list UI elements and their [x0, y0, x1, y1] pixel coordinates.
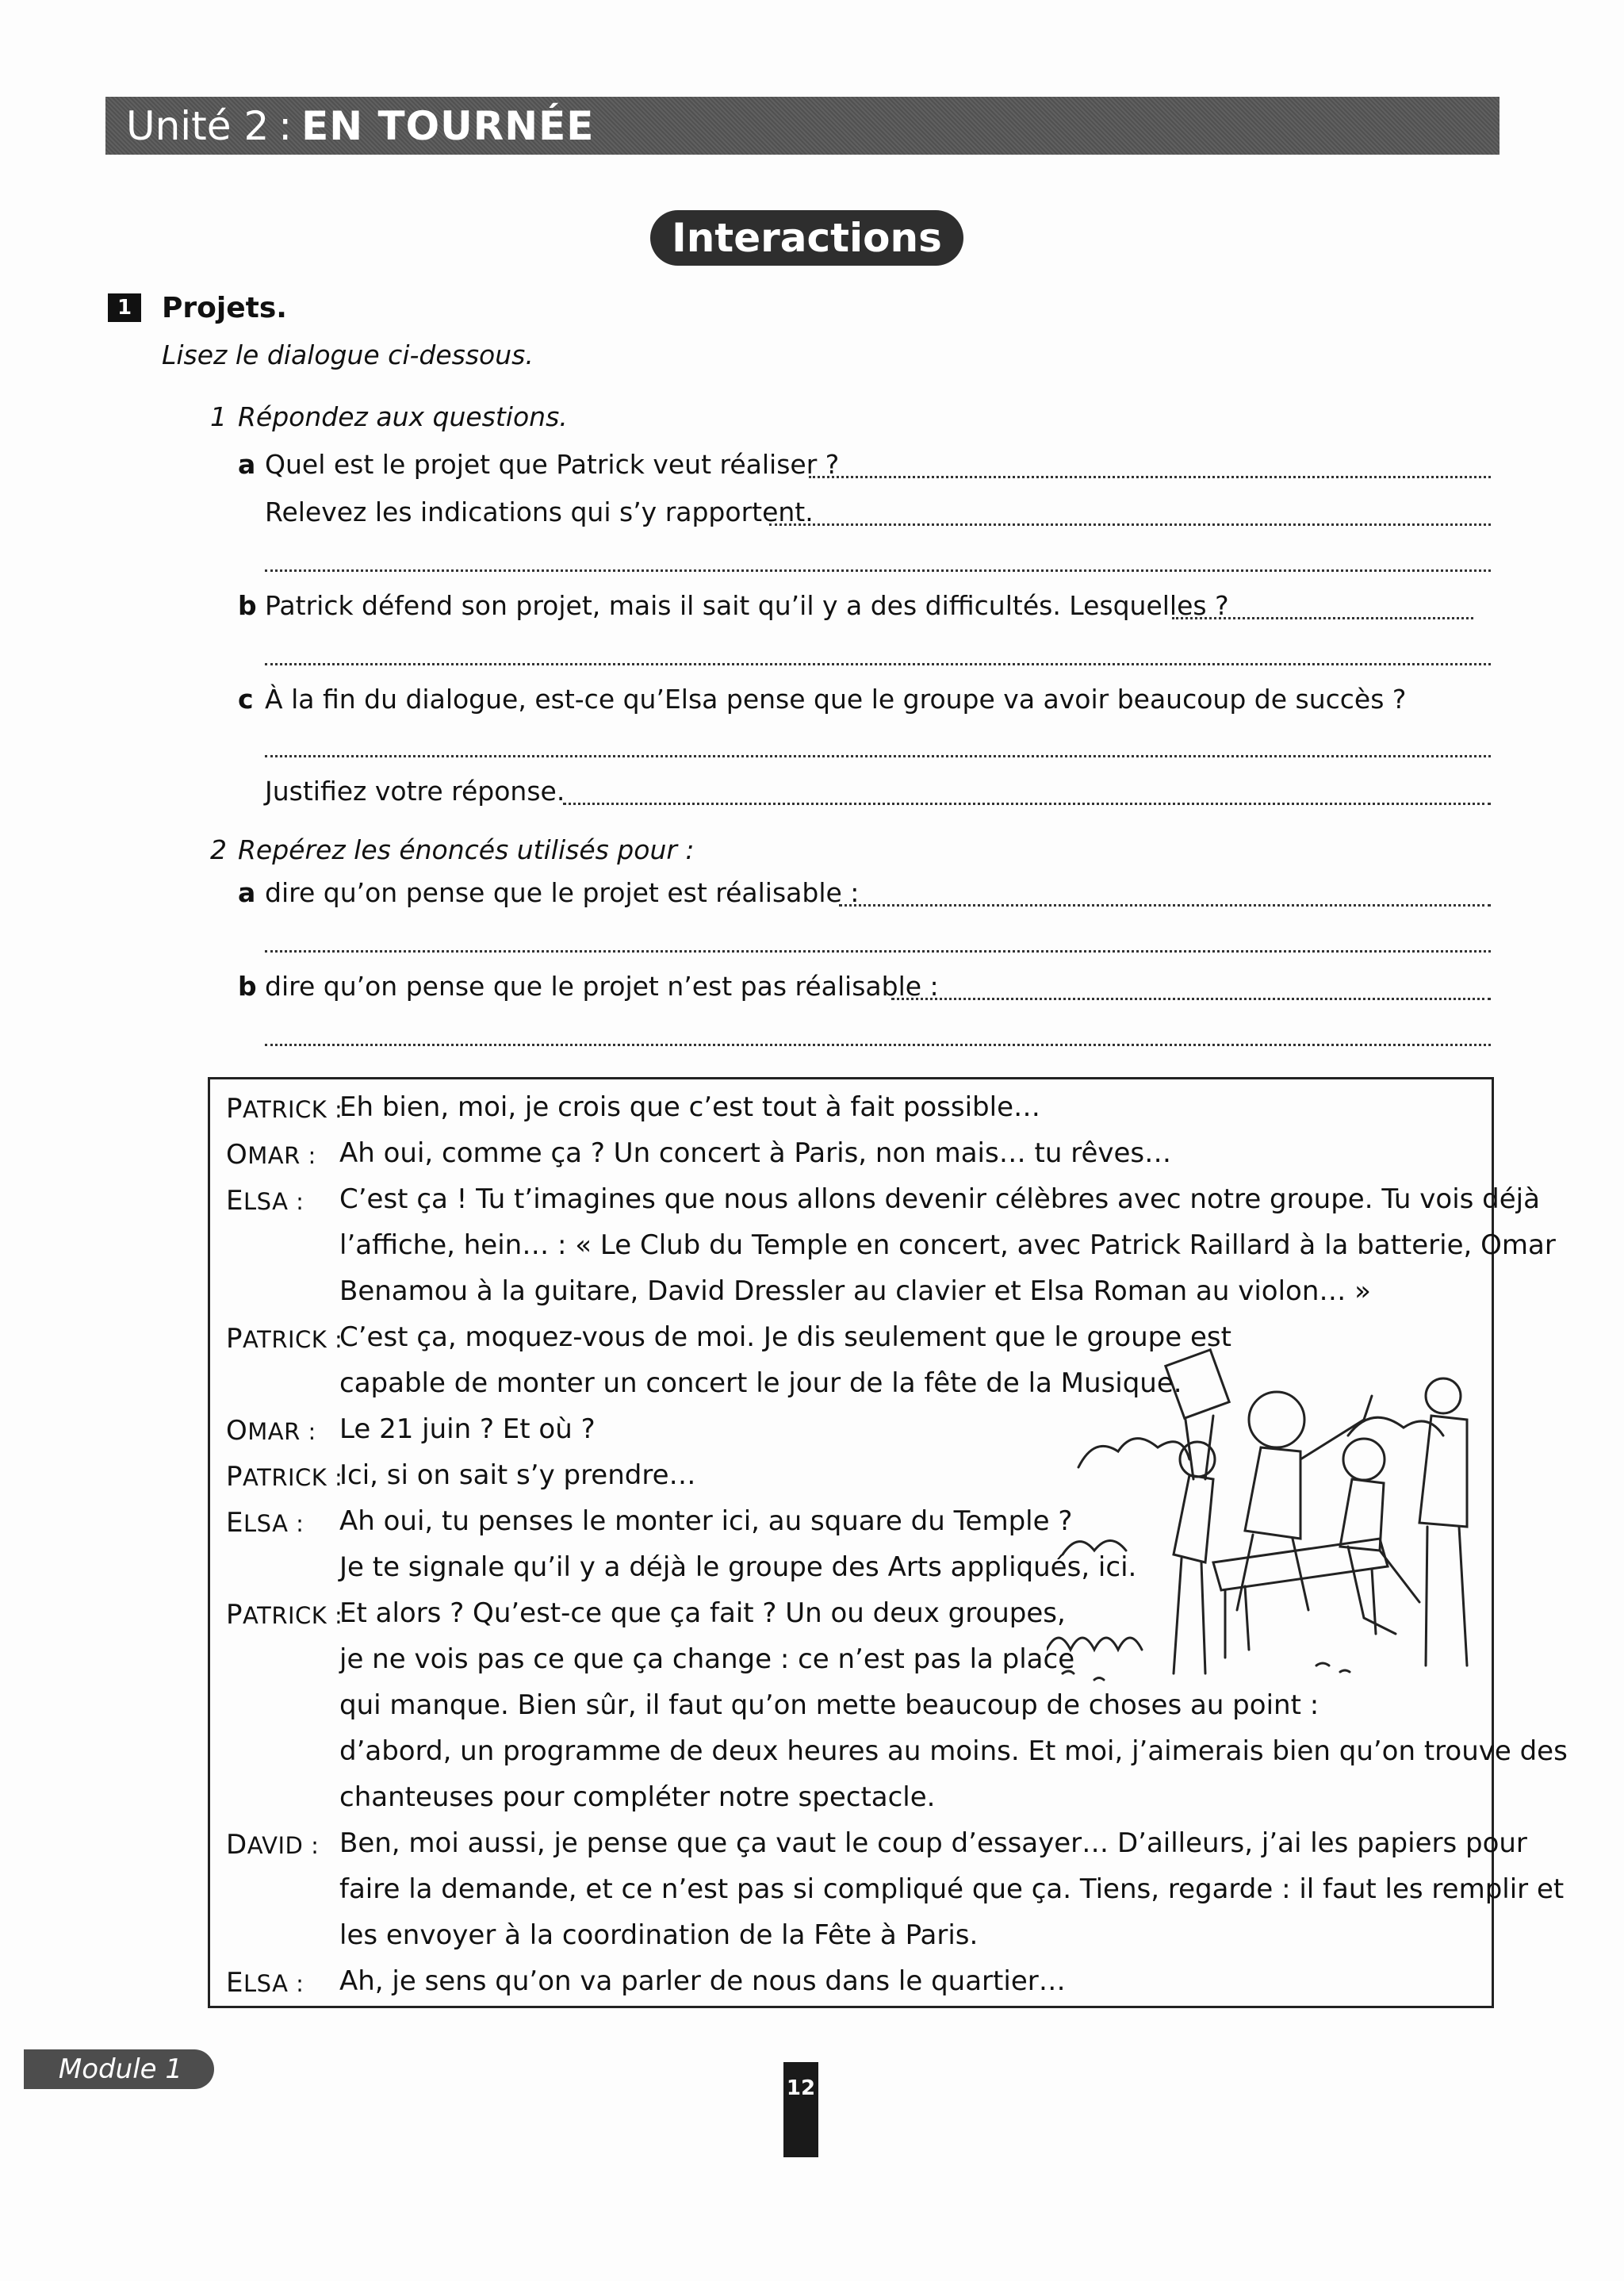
dialogue-line: les envoyer à la coordination de la Fête à Paris. [339, 1919, 979, 1951]
speaker-label: OMAR : [226, 1139, 316, 1171]
dialogue-line: Le 21 juin ? Et où ? [339, 1413, 596, 1445]
question-1a-letter: a [238, 449, 256, 480]
dialogue-line: Ah, je sens qu’on va parler de nous dans le quartier… [339, 1965, 1066, 1997]
speaker-label: PATRICK : [226, 1323, 343, 1355]
question-1c-subtext: Justifiez votre réponse. [265, 776, 565, 807]
answer-line [265, 950, 1491, 953]
speaker-label: PATRICK : [226, 1599, 343, 1631]
dialogue-line: Et alors ? Qu’est-ce que ça fait ? Un ou deux groupes, [339, 1597, 1066, 1629]
question-2b-text: dire qu’on pense que le projet n’est pas réalisable : [265, 971, 939, 1002]
musicians-illustration [1047, 1348, 1491, 1697]
question-2a-letter: a [238, 877, 256, 908]
answer-line [265, 663, 1491, 665]
answer-line [563, 803, 1491, 805]
answer-line [265, 755, 1491, 757]
dialogue-line: capable de monter un concert le jour de la fête de la Musique. [339, 1367, 1182, 1399]
question-1b-letter: b [238, 590, 257, 621]
unit-separator: : [278, 102, 293, 149]
question-1c-text: À la fin du dialogue, est-ce qu’Elsa pense que le groupe va avoir beaucoup de succès ? [265, 684, 1407, 715]
question-1a-text: Quel est le projet que Patrick veut réaliser ? [265, 449, 840, 480]
speaker-label: ELSA : [226, 1967, 304, 1999]
unit-header-bar [105, 97, 1500, 155]
part2-number: 2 [210, 834, 227, 865]
dialogue-line: je ne vois pas ce que ça change : ce n’est pas la place [339, 1643, 1075, 1675]
speaker-label: OMAR : [226, 1415, 316, 1447]
dialogue-line: Ah oui, tu penses le monter ici, au square du Temple ? [339, 1505, 1073, 1537]
answer-line [839, 904, 1491, 907]
question-2a-text: dire qu’on pense que le projet est réalisable : [265, 877, 860, 908]
dialogue-line: Ah oui, comme ça ? Un concert à Paris, non mais… tu rêves… [339, 1137, 1172, 1169]
question-1b-text: Patrick défend son projet, mais il sait qu’il y a des difficultés. Lesquelles ? [265, 590, 1229, 621]
speaker-label: PATRICK : [226, 1093, 343, 1125]
dialogue-line: qui manque. Bien sûr, il faut qu’on mette beaucoup de choses au point : [339, 1689, 1320, 1721]
dialogue-line: C’est ça ! Tu t’imagines que nous allons devenir célèbres avec notre groupe. Tu vois déjà [339, 1183, 1540, 1215]
section-badge: Interactions [650, 210, 963, 266]
speaker-label: PATRICK : [226, 1461, 343, 1493]
dialogue-line: Benamou à la guitare, David Dressler au clavier et Elsa Roman au violon… » [339, 1275, 1371, 1307]
question-1c-letter: c [238, 684, 254, 715]
dialogue-line: faire la demande, et ce n’est pas si compliqué que ça. Tiens, regarde : il faut les remplir et [339, 1873, 1565, 1905]
module-tag: Module 1 [24, 2049, 214, 2089]
answer-line [769, 523, 1491, 526]
part1-number: 1 [210, 401, 227, 432]
answer-line [809, 476, 1491, 478]
answer-line [891, 998, 1491, 1000]
part1-instruction: Répondez aux questions. [238, 401, 568, 432]
page-number: 12 [783, 2062, 818, 2157]
speaker-label: ELSA : [226, 1507, 304, 1539]
answer-line [1172, 617, 1473, 619]
question-1a-subtext: Relevez les indications qui s’y rapportent. [265, 496, 814, 527]
part2-instruction: Repérez les énoncés utilisés pour : [238, 834, 695, 865]
exercise-instruction: Lisez le dialogue ci-dessous. [162, 339, 534, 370]
dialogue-line: l’affiche, hein… : « Le Club du Temple en concert, avec Patrick Raillard à la batterie, Omar [339, 1229, 1556, 1261]
question-2b-letter: b [238, 971, 257, 1002]
dialogue-line: Eh bien, moi, je crois que c’est tout à fait possible… [339, 1091, 1040, 1123]
answer-line [265, 1044, 1491, 1046]
dialogue-line: Ben, moi aussi, je pense que ça vaut le coup d’essayer… D’ailleurs, j’ai les papiers pour [339, 1827, 1527, 1859]
unit-name: EN TOURNÉE [301, 102, 595, 149]
speaker-label: DAVID : [226, 1829, 320, 1861]
dialogue-line: d’abord, un programme de deux heures au moins. Et moi, j’aimerais bien qu’on trouve des [339, 1735, 1568, 1767]
exercise-title: Projets. [162, 292, 287, 324]
exercise-number-badge: 1 [108, 293, 141, 322]
dialogue-line: Ici, si on sait s’y prendre… [339, 1459, 696, 1491]
answer-line [265, 569, 1491, 572]
speaker-label: ELSA : [226, 1185, 304, 1217]
dialogue-line: Je te signale qu’il y a déjà le groupe des Arts appliqués, ici. [339, 1551, 1137, 1583]
dialogue-line: chanteuses pour compléter notre spectacle. [339, 1781, 936, 1813]
dialogue-line: C’est ça, moquez-vous de moi. Je dis seulement que le groupe est [339, 1321, 1231, 1353]
unit-label: Unité 2 [126, 102, 270, 149]
